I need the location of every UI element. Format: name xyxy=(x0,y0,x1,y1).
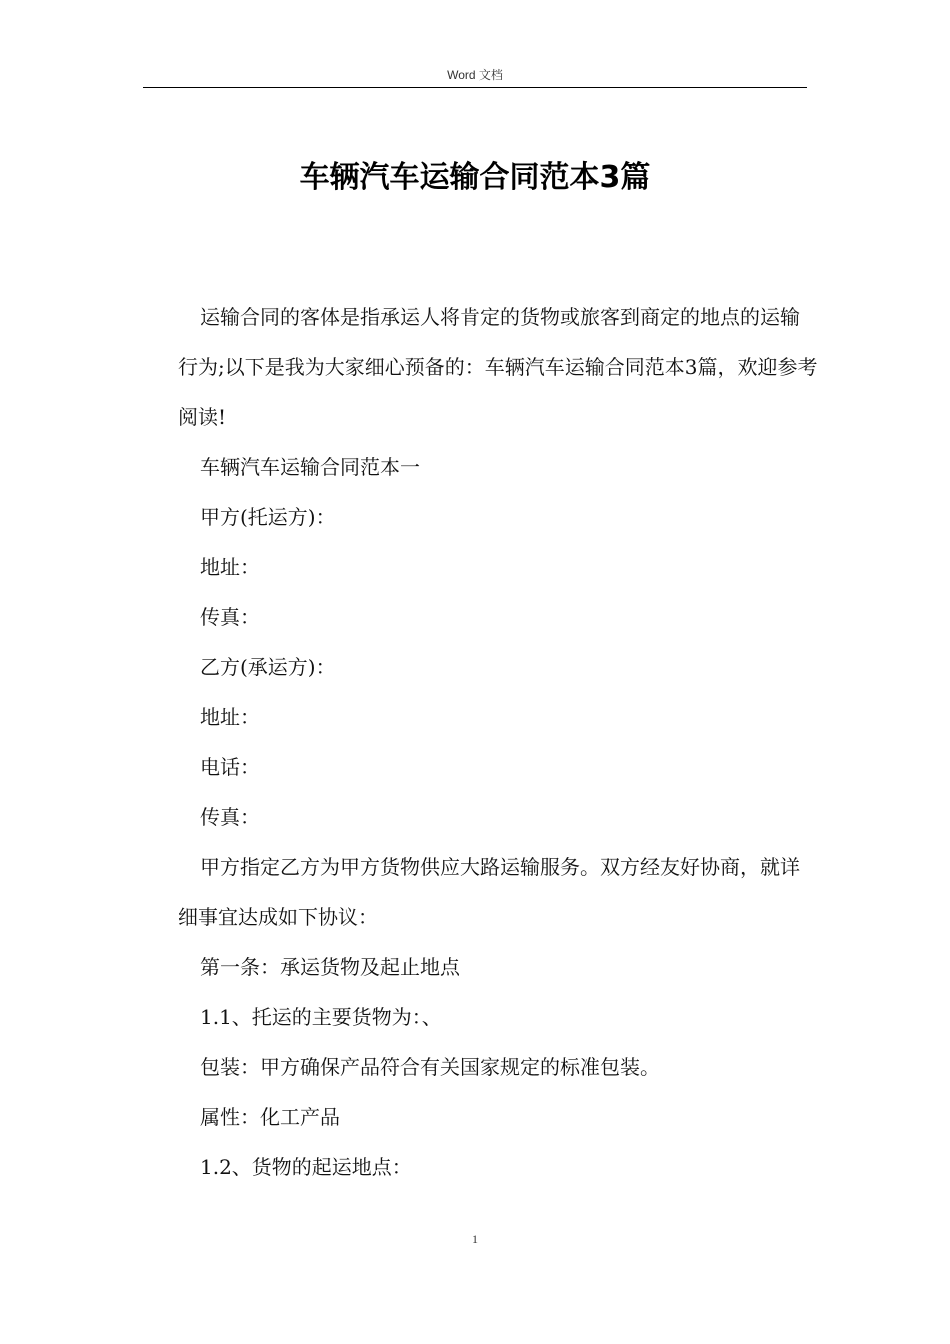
article-one-heading: 第一条：承运货物及起止地点 xyxy=(200,955,460,979)
header-divider xyxy=(143,87,807,88)
party-a-line: 甲方(托运方)： xyxy=(200,505,336,529)
document-body xyxy=(178,292,818,1192)
party-a-fax-line: 传真： xyxy=(200,605,260,629)
party-a-address-line: 地址： xyxy=(200,555,260,579)
section-heading-contract-one: 车辆汽车运输合同范本一 xyxy=(200,455,420,479)
property-line: 属性：化工产品 xyxy=(200,1105,340,1129)
party-b-line: 乙方(承运方)： xyxy=(200,655,336,679)
page-number: 1 xyxy=(472,1232,478,1246)
intro-paragraph: 运输合同的客体是指承运人将肯定的货物或旅客到商定的地点的运输行为;以下是我为大家细心预备的：车辆汽车运输合同范本3篇，欢迎参考阅读! xyxy=(178,305,818,429)
packaging-line: 包装：甲方确保产品符合有关国家规定的标准包装。 xyxy=(200,1055,660,1079)
party-b-address-line: 地址： xyxy=(200,705,260,729)
page-header: Word 文档 xyxy=(447,68,503,82)
party-b-phone-line: 电话： xyxy=(200,755,260,779)
clause-1-1: 1.1、托运的主要货物为：、 xyxy=(200,1005,442,1029)
agreement-paragraph: 甲方指定乙方为甲方货物供应大路运输服务。双方经友好协商，就详细事宜达成如下协议： xyxy=(178,855,800,929)
document-title: 车辆汽车运输合同范本3篇 xyxy=(299,160,651,195)
clause-1-2: 1.2、货物的起运地点： xyxy=(200,1155,412,1179)
party-b-fax-line: 传真： xyxy=(200,805,260,829)
